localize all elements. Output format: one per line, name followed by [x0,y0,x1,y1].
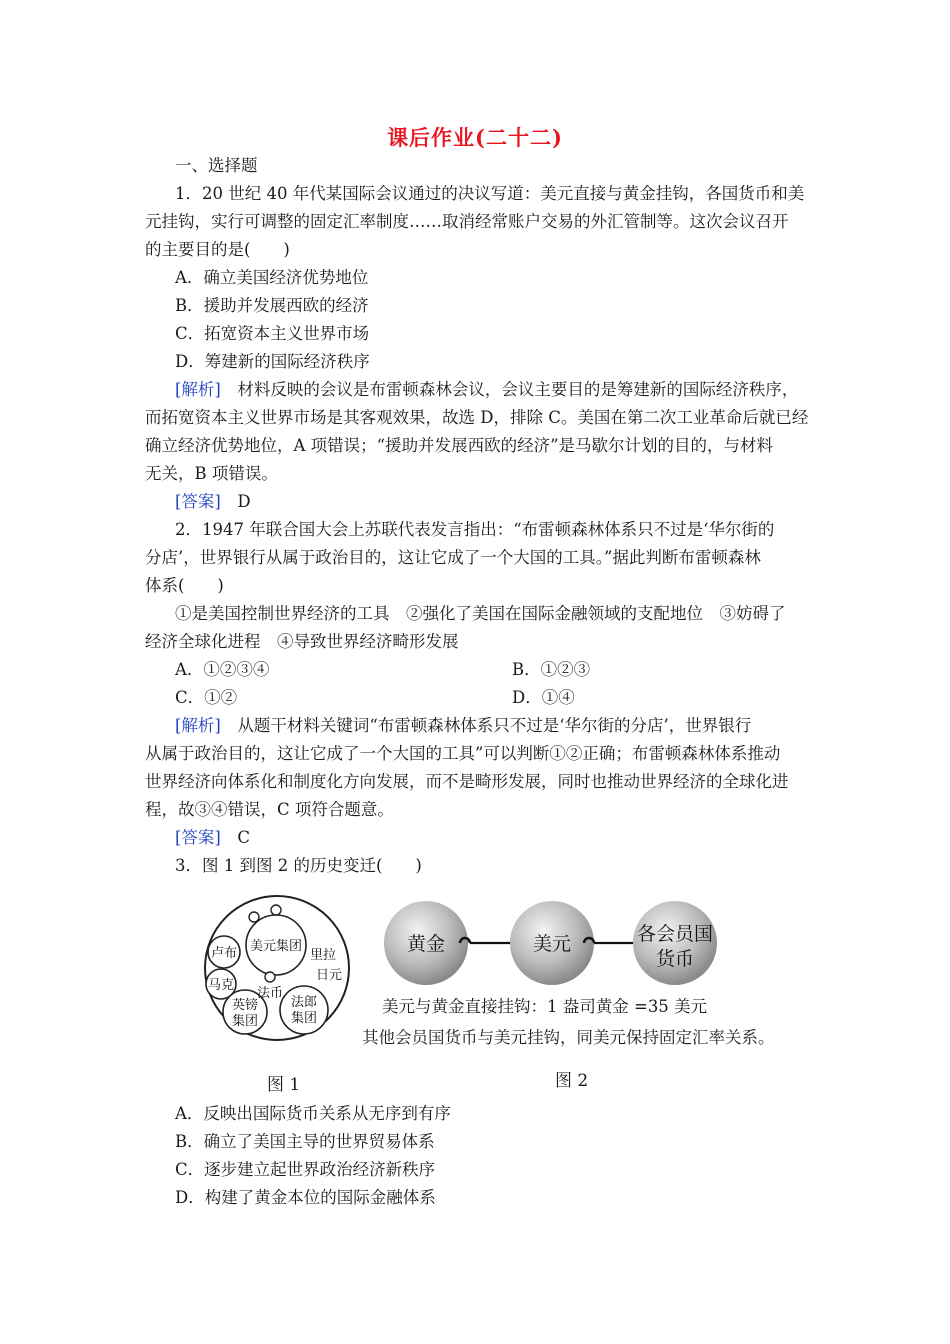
figure-2-caption: 图 2 [555,1071,589,1091]
q2-stem-line: 分店’，世界银行从属于政治目的，这让它成了一个大国的工具。”据此判断布雷顿森林 [145,548,761,567]
q1-answer-line [175,488,251,516]
fig1-label: 英镑 [231,998,259,1013]
q2-analysis-line: 程，故③④错误，C 项符合题意。 [145,800,394,819]
q2-option-b: B．①②③ [512,660,591,679]
fig1-label: 马克 [207,978,235,993]
q1-option-c: C．拓宽资本主义世界市场 [175,324,370,343]
answer-tag: [答案] [175,492,221,511]
answer-value: C [220,828,250,847]
q1-option-b: B．援助并发展西欧的经济 [175,296,369,315]
q3-option-d: D．构建了黄金本位的国际金融体系 [175,1188,436,1207]
q1-analysis-line: 无关，B 项错误。 [145,464,278,483]
q2-answer-line [175,824,250,852]
figure-2-diagram [380,893,725,993]
q1-stem-line: 元挂钩，实行可调整的固定汇率制度……取消经常账户交易的外汇管制等。这次会议召开 [145,212,789,231]
figure-1-diagram [195,893,365,1043]
q1-analysis-line: 而拓宽资本主义世界市场是其客观效果，故选 D，排除 C。美国在第二次工业革命后就已经 [145,408,809,427]
gold-label: 黄金 [406,933,446,955]
q2-items-line: 经济全球化进程 ④导致世界经济畸形发展 [145,632,459,651]
fig1-label: 美元集团 [249,939,303,954]
franc-bloc-circle [280,986,328,1034]
member-label: 各会员国 [636,923,714,945]
fig1-label: 集团 [231,1014,259,1029]
answer-value: D [220,492,251,511]
q3-option-b: B．确立了美国主导的世界贸易体系 [175,1132,435,1151]
fig1-label: 卢布 [210,946,238,961]
member-label: 货币 [655,948,695,970]
small-circle [265,972,275,982]
figure-1-caption: 图 1 [267,1075,301,1095]
q1-option-d: D．筹建新的国际经济秩序 [175,352,370,371]
small-circle [249,912,259,922]
page-title: 课后作业(二十二) [387,125,563,150]
q1-stem-line: 1．20 世纪 40 年代某国际会议通过的决议写道：美元直接与黄金挂钩，各国货币和美 [175,184,805,203]
small-circle [271,905,281,915]
fig1-label: 集团 [290,1011,318,1026]
q2-option-d: D．①④ [512,688,575,707]
q2-stem-line: 体系( ) [145,576,224,595]
figure-2-note: 美元与黄金直接挂钩：1 盎司黄金 =35 美元 [382,997,708,1016]
q1-analysis-line: 确立经济优势地位，A 项错误；“援助并发展西欧的经济”是马歇尔计划的目的，与材料 [145,436,774,455]
analysis-text: 从题干材料关键词“布雷顿森林体系只不过是‘华尔街的分店’，世界银行 [220,716,752,735]
answer-tag: [答案] [175,828,221,847]
fig1-label: 日元 [315,968,343,983]
q2-option-a: A．①②③④ [175,660,270,679]
fig1-label: 法郎 [290,995,318,1010]
q2-option-c: C．①② [175,688,238,707]
q1-option-a: A．确立美国经济优势地位 [175,268,369,287]
fig1-label: 法币 [256,986,284,1001]
q1-analysis-line [175,376,798,404]
q3-option-c: C．逐步建立起世界政治经济新秩序 [175,1160,436,1179]
q2-items-line: ①是美国控制世界经济的工具 ②强化了美国在国际金融领域的支配地位 ③妨碍了 [175,604,786,623]
analysis-tag: [解析] [175,716,221,735]
q2-analysis-line [175,712,751,740]
dollar-label: 美元 [532,933,572,955]
q3-option-a: A．反映出国际货币关系从无序到有序 [175,1104,451,1123]
fig1-label: 里拉 [309,948,337,963]
figure-2-note: 其他会员国货币与美元挂钩，同美元保持固定汇率关系。 [362,1028,775,1047]
analysis-tag: [解析] [175,380,221,399]
q2-analysis-line: 世界经济向体系化和制度化方向发展，而不是畸形发展，同时也推动世界经济的全球化进 [145,772,789,791]
q2-analysis-line: 从属于政治目的，这让它成了一个大国的工具”可以判断①②正确；布雷顿森林体系推动 [145,744,781,763]
q3-stem-line: 3．图 1 到图 2 的历史变迁( ) [175,856,422,875]
q1-stem-line: 的主要目的是( ) [145,240,290,259]
analysis-text: 材料反映的会议是布雷顿森林会议，会议主要目的是筹建新的国际经济秩序， [220,380,799,399]
q2-stem-line: 2．1947 年联合国大会上苏联代表发言指出：“布雷顿森林体系只不过是‘华尔街的 [175,520,775,539]
section-heading: 一、选择题 [175,156,258,175]
